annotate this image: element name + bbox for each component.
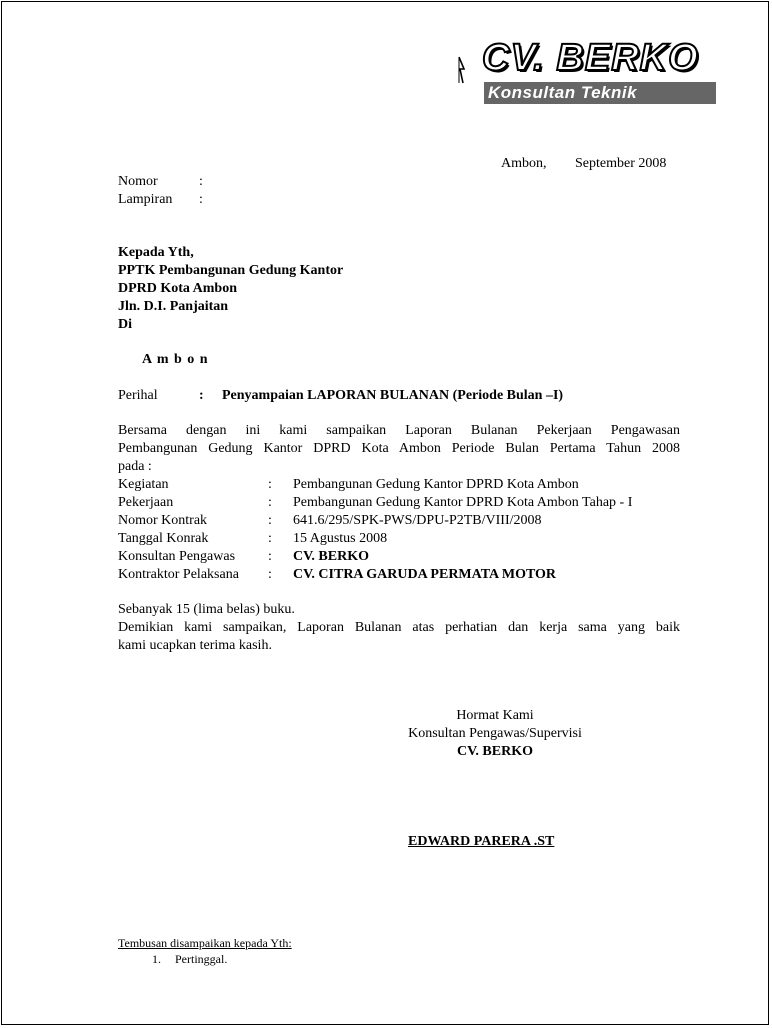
detail-value: Pembangunan Gedung Kantor DPRD Kota Ambon Tahap - I	[293, 495, 633, 510]
detail-value: 641.6/295/SPK-PWS/DPU-P2TB/VIII/2008	[293, 513, 542, 528]
intro-line-3: pada :	[118, 459, 152, 474]
logo-mark-icon	[455, 55, 467, 85]
recipient-address: Jln. D.I. Panjaitan	[118, 299, 229, 314]
recipient-office: PPTK Pembangunan Gedung Kantor	[118, 263, 344, 278]
recipient-greeting: Kepada Yth,	[118, 245, 194, 260]
detail-label: Pekerjaan	[118, 495, 174, 510]
cc-title: Tembusan disampaikan kepada Yth:	[118, 936, 292, 950]
nomor-label: Nomor	[118, 174, 158, 189]
detail-colon: :	[268, 531, 272, 546]
lampiran-label: Lampiran	[118, 192, 173, 207]
recipient-di: Di	[118, 317, 132, 332]
place-city: Ambon,	[501, 156, 547, 171]
detail-value: 15 Agustus 2008	[293, 531, 388, 546]
detail-colon: :	[268, 477, 272, 492]
detail-row-kegiatan	[118, 476, 718, 494]
subject-text: Penyampaian LAPORAN BULANAN (Periode Bulan –I)	[222, 388, 564, 403]
cc-item-number: 1.	[152, 952, 161, 966]
detail-label: Kontraktor Pelaksana	[118, 567, 239, 582]
detail-colon: :	[268, 495, 272, 510]
lampiran-colon: :	[199, 192, 203, 207]
detail-colon: :	[268, 549, 272, 564]
detail-row-konsultan	[118, 548, 718, 566]
detail-value: Pembangunan Gedung Kantor DPRD Kota Ambon	[293, 477, 579, 492]
recipient-institution: DPRD Kota Ambon	[118, 281, 238, 296]
detail-value: CV. CITRA GARUDA PERMATA MOTOR	[293, 567, 557, 582]
letter-date: September 2008	[575, 156, 667, 171]
detail-label: Nomor Kontrak	[118, 513, 208, 528]
intro-paragraph	[118, 422, 680, 476]
signature-greeting: Hormat Kami	[456, 708, 534, 723]
intro-line-1: Bersama dengan ini kami sampaikan Laporan Bulanan Pekerjaan Pengawasan	[118, 423, 680, 438]
closing-line-1: Demikian kami sampaikan, Laporan Bulanan atas perhatian dan kerja sama yang baik	[118, 620, 680, 635]
intro-line-2: Pembangunan Gedung Kantor DPRD Kota Ambon Periode Bulan Pertama Tahun 2008	[118, 441, 680, 456]
closing-line-2: kami ucapkan terima kasih.	[118, 638, 272, 653]
detail-row-nomor-kontrak	[118, 512, 718, 530]
nomor-colon: :	[199, 174, 203, 189]
signature-company: CV. BERKO	[457, 744, 533, 759]
detail-label: Konsultan Pengawas	[118, 549, 236, 564]
detail-value: CV. BERKO	[293, 549, 369, 564]
quantity-text: Sebanyak 15 (lima belas) buku.	[118, 602, 295, 617]
signatory-name: EDWARD PARERA .ST	[408, 834, 555, 849]
detail-colon: :	[268, 567, 272, 582]
closing-paragraph	[118, 619, 680, 655]
subject-label: Perihal	[118, 388, 158, 403]
logo-subtitle: Konsultan Teknik	[484, 82, 716, 104]
detail-row-kontraktor	[118, 566, 718, 584]
cc-item-text: Pertinggal.	[175, 952, 228, 966]
recipient-city: A m b o n	[142, 352, 209, 367]
logo-company-name: CV. BERKO	[482, 37, 699, 79]
detail-row-pekerjaan	[118, 494, 718, 512]
detail-label: Kegiatan	[118, 477, 169, 492]
subject-colon: :	[199, 388, 204, 403]
detail-colon: :	[268, 513, 272, 528]
signature-role: Konsultan Pengawas/Supervisi	[408, 726, 582, 741]
detail-label: Tanggal Konrak	[118, 531, 209, 546]
detail-row-tanggal-kontrak	[118, 530, 718, 548]
